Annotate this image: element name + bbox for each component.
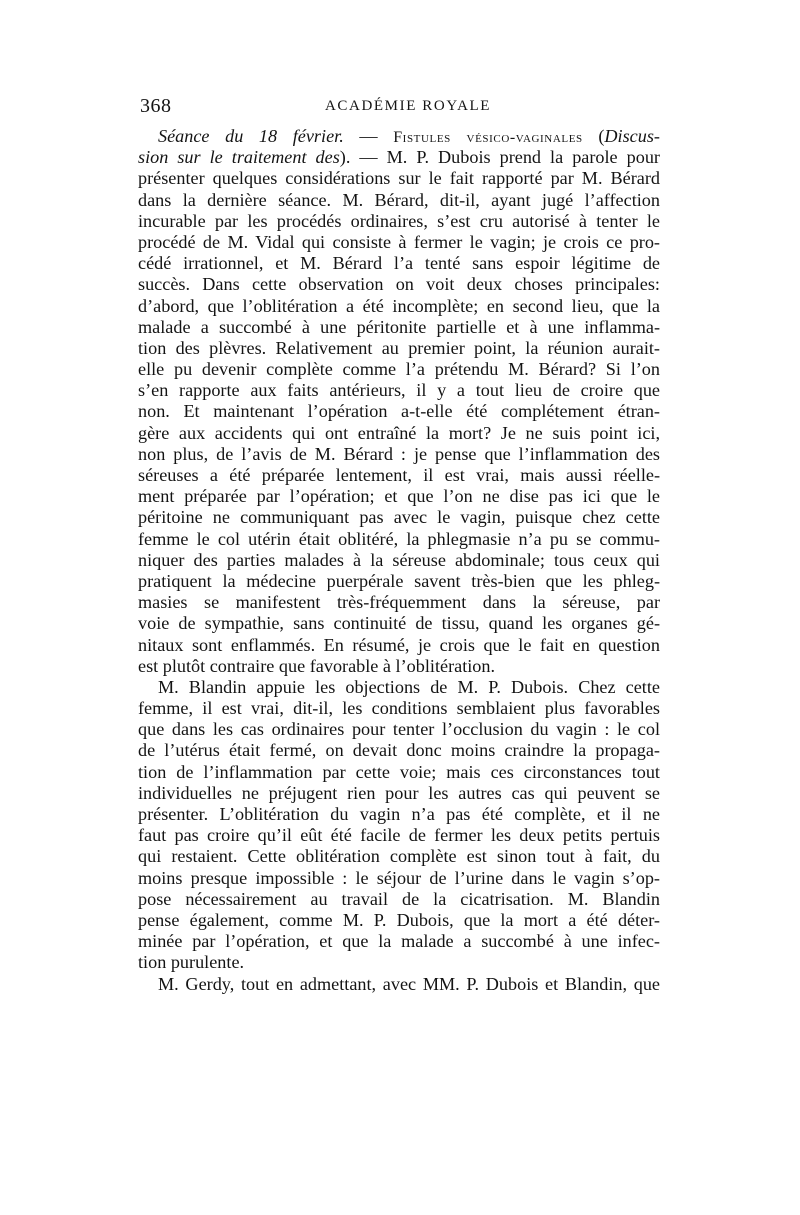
text-line: nitaux sont enflammés. En résumé, je crois que le fait en question	[138, 634, 660, 655]
header-title: ACADÉMIE ROYALE	[325, 98, 492, 114]
text-line: incurable par les procédés ordinaires, s’est cru autorisé à tenter le	[138, 210, 660, 231]
text-line: non plus, de l’avis de M. Bérard : je pense que l’inflammation des	[138, 443, 660, 464]
text-line: M. Gerdy, tout en admettant, avec MM. P. Dubois et Blandin, que	[158, 973, 660, 994]
text-line: Séance du 18 février. — Fistules vésico-vaginales (Discus-	[158, 126, 660, 146]
text-line: moins presque impossible : le séjour de l’urine dans le vagin s’op-	[138, 867, 660, 888]
text-line: d’abord, que l’oblitération a été incomplète; en second lieu, que la	[138, 295, 660, 316]
text-line: pose nécessairement au travail de la cicatrisation. M. Blandin	[138, 888, 660, 909]
text-line: présenter quelques considérations sur le fait rapporté par M. Bérard	[138, 168, 660, 189]
text-line: faut pas croire qu’il eût été facile de fermer les deux petits pertuis	[138, 825, 660, 846]
text-line: que dans les cas ordinaires pour tenter l’occlusion du vagin : le col	[138, 719, 660, 740]
session-date: Séance du 18 février.	[158, 126, 344, 146]
page-number: 368	[140, 95, 172, 117]
text-line: cédé irrationnel, et M. Bérard l’a tenté sans espoir légitime de	[138, 253, 660, 274]
text-line: elle pu devenir complète comme l’a prétendu M. Bérard? Si l’on	[138, 359, 660, 380]
running-header	[140, 95, 660, 123]
text-line: tion de l’inflammation par cette voie; mais ces circonstances tout	[138, 761, 660, 782]
text-line: individuelles ne préjugent rien pour les autres cas qui peuvent se	[138, 782, 660, 803]
text-line: procédé de M. Vidal qui consiste à fermer le vagin; je crois ce pro-	[138, 231, 660, 252]
text-line: s’en rapporte aux faits antérieurs, il y a tout lieu de croire que	[138, 380, 660, 401]
text-line: voie de sympathie, sans continuité de tissu, quand les organes gé-	[138, 613, 660, 634]
text-line: tion purulente.	[138, 952, 245, 973]
text-line: de l’utérus était fermé, on devait donc moins craindre la propaga-	[138, 740, 660, 761]
text-line: tion des plèvres. Relativement au premier point, la réunion aurait-	[138, 337, 660, 358]
text-line: sion sur le traitement des). — M. P. Dubois prend la parole pour	[138, 147, 660, 168]
text-line: minée par l’opération, et que la malade a succombé à une infec-	[138, 931, 660, 952]
text-line: présenter. L’oblitération du vagin n’a pas été complète, et il ne	[138, 804, 660, 824]
text-line: succès. Dans cette observation on voit deux choses principales:	[138, 274, 660, 295]
text-line: qui restaient. Cette oblitération complète est sinon tout à fait, du	[138, 846, 660, 867]
text-line: niquer des parties malades à la séreuse abdominale; tous ceux qui	[138, 549, 660, 570]
text-line: gère aux accidents qui ont entraîné la mort? Je ne suis point ici,	[138, 422, 660, 443]
text-line: femme le col utérin était oblitéré, la phlegmasie n’a pu se commu-	[138, 528, 660, 549]
body-text	[138, 126, 660, 995]
text-line: M. Blandin appuie les objections de M. P. Dubois. Chez cette	[158, 676, 660, 697]
text-line: femme, il est vrai, dit-il, les conditions semblaient plus favorables	[138, 698, 660, 719]
text-line: malade a succombé à une péritonite partielle et à une inflamma-	[138, 316, 660, 337]
text-line: masies se manifestent très-fréquemment dans la séreuse, par	[138, 592, 660, 613]
text-line: est plutôt contraire que favorable à l’oblitération.	[138, 655, 496, 676]
text-line: non. Et maintenant l’opération a-t-elle été complétement étran-	[138, 401, 660, 422]
text-line: péritoine ne communiquant pas avec le vagin, puisque chez cette	[138, 507, 660, 528]
section-heading: Fistules vésico-vaginales	[393, 129, 583, 146]
text-line: pratiquent la médecine puerpérale savent très-bien que les phleg-	[138, 570, 660, 591]
text-line: ment préparée par l’opération; et que l’on ne dise pas ici que le	[138, 486, 660, 507]
text-line: séreuses a été préparée lentement, il est vrai, mais aussi réelle-	[138, 465, 660, 485]
text-line: pense également, comme M. P. Dubois, que la mort a été déter-	[138, 909, 660, 930]
text-line: dans la dernière séance. M. Bérard, dit-il, ayant jugé l’affection	[138, 189, 660, 210]
